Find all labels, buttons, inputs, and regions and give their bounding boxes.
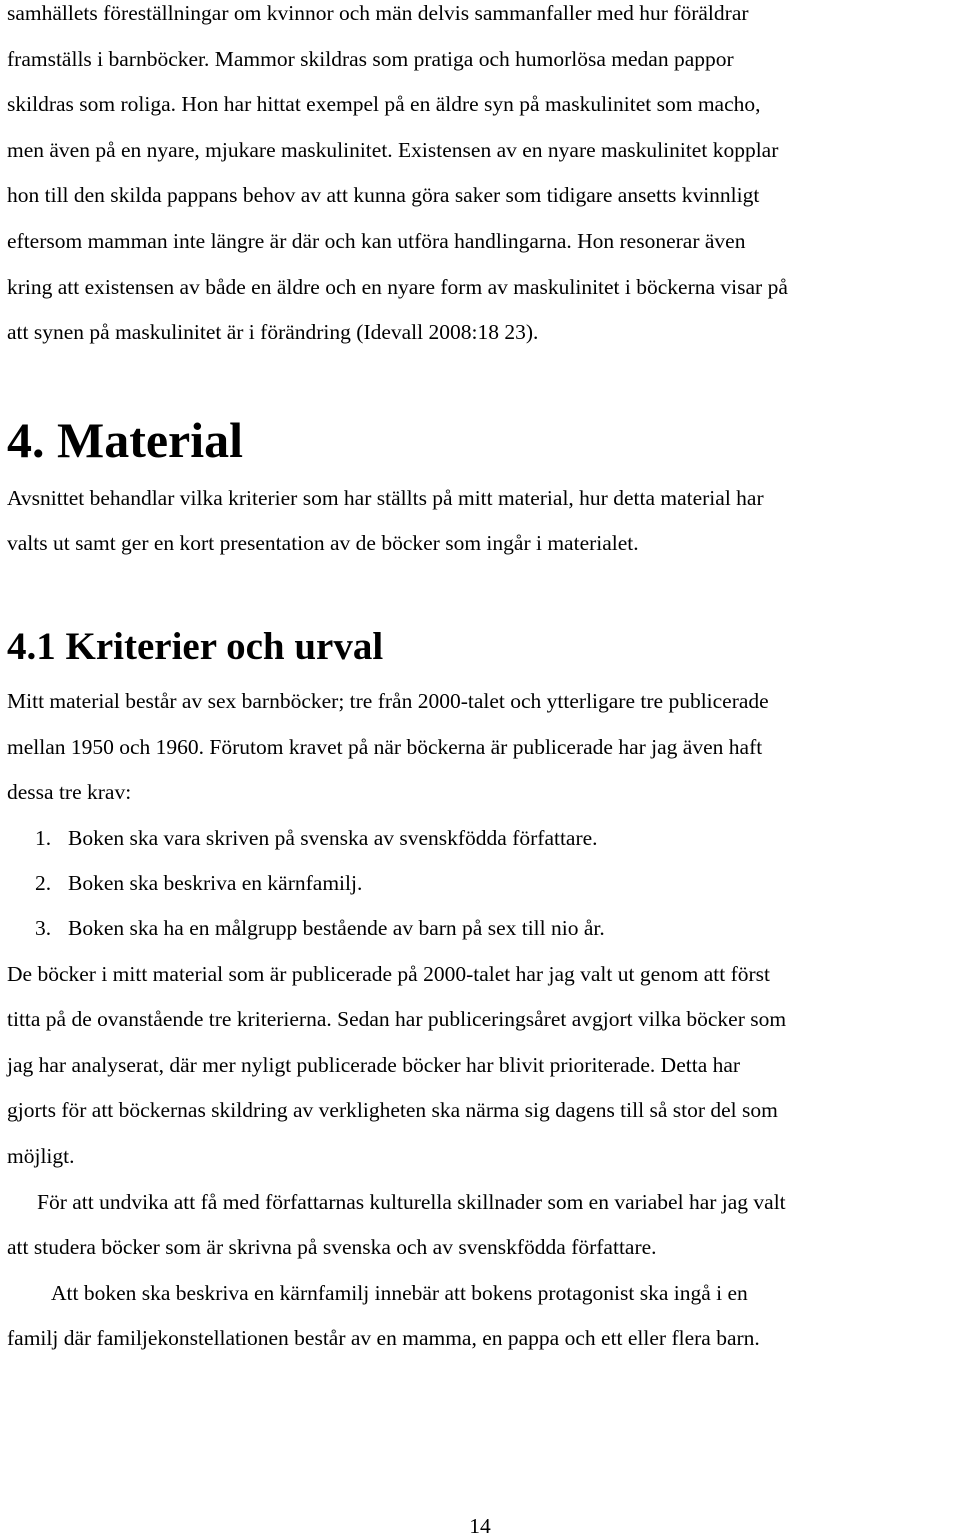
list-item bbox=[7, 816, 960, 861]
list-item bbox=[7, 861, 960, 906]
section-heading-material: 4. Material bbox=[7, 411, 244, 468]
list-item-number: 2. bbox=[35, 871, 52, 896]
list-item-number: 1. bbox=[35, 825, 52, 850]
list-item-text: Boken ska ha en målgrupp bestående av barn på sex till nio år. bbox=[68, 916, 605, 941]
document-page bbox=[7, 0, 960, 1362]
subsection-heading-criteria: 4.1 Kriterier och urval bbox=[7, 624, 384, 668]
criteria-intro-paragraph: Mitt material består av sex barnböcker; tre från 2000-talet och ytterligare tre publicerade mellan 1950 och 1960. Förutom kravet på när böckerna är publicerade har jag även haft dessa tre krav: bbox=[7, 688, 769, 805]
page-number: 14 bbox=[469, 1514, 491, 1538]
material-paragraph: Avsnittet behandlar vilka kriterier som har ställts på mitt material, hur detta material har valts ut samt ger en kort presentation av de böcker som ingår i materialet. bbox=[7, 485, 764, 556]
list-item-number: 3. bbox=[35, 916, 52, 941]
family-paragraph: Att boken ska beskriva en kärnfamilj innebär att bokens protagonist ska ingå i en familj där familjekonstellationen består av en mamma, en pappa och ett eller flera barn. bbox=[7, 1280, 760, 1351]
list-item-text: Boken ska beskriva en kärnfamilj. bbox=[68, 871, 363, 896]
intro-paragraph: samhällets föreställningar om kvinnor och män delvis sammanfaller med hur föräldrar framställs i barnböcker. Mammor skildras som pratiga och humorlösa medan pappor skildras som roliga. Hon har hittat exempel på en äldre syn på maskulinitet som macho, men även på en nyare, mjukare maskulinitet. Existensen av en nyare maskulinitet kopplar hon till den skilda pappans behov av att kunna göra saker som tidigare ansetts kvinnligt eftersom mamman inte längre är där och kan utföra handlingarna. Hon resonerar även kring att existensen av både en äldre och en nyare form av maskulinitet i böckerna visar på att synen på maskulinitet är i förändring (Idevall 2008:18 23). bbox=[7, 1, 788, 345]
criteria-list bbox=[7, 816, 960, 952]
list-item-text: Boken ska vara skriven på svenska av svenskfödda författare. bbox=[68, 825, 598, 850]
selection-paragraph: De böcker i mitt material som är publicerade på 2000-talet har jag valt ut genom att först titta på de ovanstående tre kriterierna. Sedan har publiceringsåret avgjort vilka böcker som jag har analyserat, där mer nyligt publicerade böcker har blivit prioriterade. Detta har gjorts för att böckernas skildring av verkligheten ska närma sig dagens till så stor del som möjligt. bbox=[7, 961, 787, 1168]
culture-paragraph: För att undvika att få med författarnas kulturella skillnader som en variabel har jag valt att studera böcker som är skrivna på svenska och av svenskfödda författare. bbox=[7, 1189, 786, 1260]
list-item bbox=[7, 906, 960, 951]
